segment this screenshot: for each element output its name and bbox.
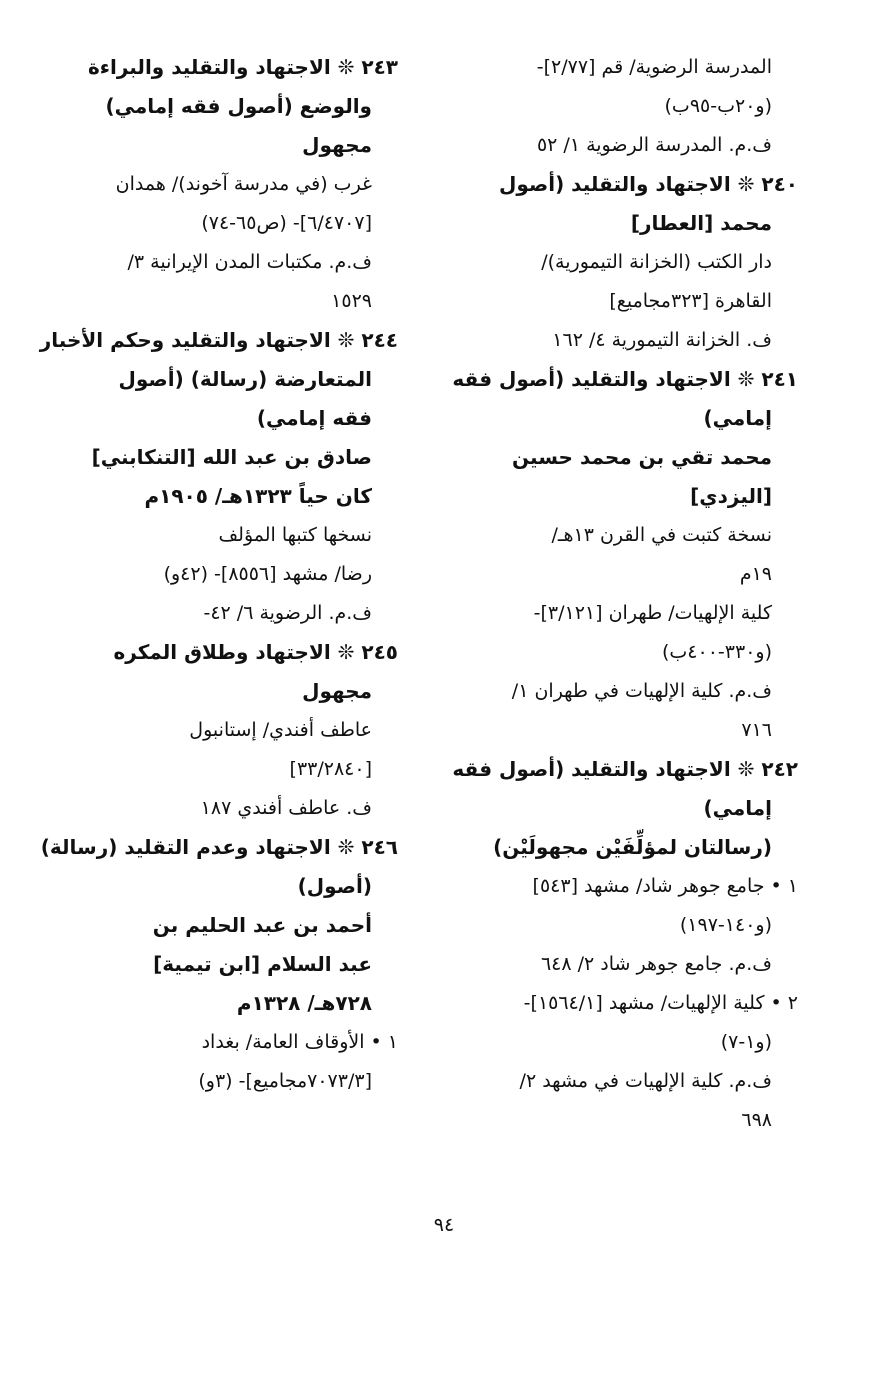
left-column-line: ف.م. مكتبات المدن الإيرانية ٣/ <box>127 251 372 273</box>
page-number: ٩٤ <box>433 1214 455 1236</box>
left-column-line: المتعارضة (رسالة) (أصول <box>118 367 372 391</box>
left-column-line: غرب (في مدرسة آخوند)/ همدان <box>115 173 372 195</box>
left-column-line: [٦/٤٧٠٧]- (ص٦٥-٧٤) <box>201 212 372 234</box>
right-column-line: محمد تقي بن محمد حسين <box>512 445 772 469</box>
right-column-line: (و٢٠ب-٩٥ب) <box>664 95 772 117</box>
left-column-line: ٧٢٨هـ/ ١٣٢٨م <box>236 991 372 1015</box>
left-column-line: (أصول) <box>297 874 372 898</box>
right-column-line: ف. الخزانة التيمورية ٤/ ١٦٢ <box>552 329 772 351</box>
left-column-line: ٢٤٣ ❊ الاجتهاد والتقليد والبراءة <box>87 55 398 79</box>
right-column-line: ٢ • كلية الإلهيات/ مشهد [١٥٦٤/١]- <box>523 992 798 1014</box>
right-column-line: (و١٤٠-١٩٧) <box>679 914 772 936</box>
left-column-line: رضا/ مشهد [٨٥٥٦]- (٤٢و) <box>163 563 372 585</box>
left-column-line: [٣٣/٢٨٤٠] <box>289 758 372 780</box>
right-column-line: ٢٤٠ ❊ الاجتهاد والتقليد (أصول <box>499 172 798 196</box>
right-column-line: ف.م. كلية الإلهيات في مشهد ٢/ <box>519 1070 772 1092</box>
left-column-line: صادق بن عبد الله [التنكابني] <box>91 445 372 469</box>
left-column-line: ٢٤٥ ❊ الاجتهاد وطلاق المكره <box>113 640 398 664</box>
left-column-line: ١٥٢٩ <box>331 290 372 312</box>
left-column-line: مجهول <box>302 679 372 703</box>
right-column-line: ف.م. كلية الإلهيات في طهران ١/ <box>511 680 772 702</box>
right-column-line: ١٩م <box>739 563 772 585</box>
left-column-line: ف. عاطف أفندي ١٨٧ <box>200 797 372 819</box>
right-column-line: (و٣٣٠-٤٠٠ب) <box>661 641 772 663</box>
left-column-line: والوضع (أصول فقه إمامي) <box>105 94 372 118</box>
right-column-line: ٧١٦ <box>741 719 772 741</box>
right-column-line: محمد [العطار] <box>630 211 772 235</box>
left-column-line: فقه إمامي) <box>256 406 372 430</box>
right-column-line: [اليزدي] <box>690 484 772 508</box>
right-column-line: (رسالتان لمؤلِّفَيْن مجهولَيْن) <box>493 835 772 859</box>
left-column-line: ٢٤٤ ❊ الاجتهاد والتقليد وحكم الأخبار <box>39 328 398 352</box>
right-column-line: ٢٤١ ❊ الاجتهاد والتقليد (أصول فقه <box>452 367 798 391</box>
left-column-line: مجهول <box>302 133 372 157</box>
right-column-line: القاهرة [٣٢٣مجاميع] <box>609 290 772 312</box>
right-column <box>443 48 798 1140</box>
left-column-line: أحمد بن عبد الحليم بن <box>152 913 372 937</box>
right-column-line: ١ • جامع جوهر شاد/ مشهد [٥٤٣] <box>532 875 798 897</box>
right-column-line: إمامي) <box>703 406 772 430</box>
left-column-line: ف.م. الرضوية ٦/ ٤٢- <box>203 602 372 624</box>
right-column-line: كلية الإلهيات/ طهران [٣/١٢١]- <box>533 602 772 624</box>
right-column-line: (و١-٧) <box>720 1031 772 1053</box>
right-column-line: نسخة كتبت في القرن ١٣هـ/ <box>551 524 772 546</box>
right-column-line: ٦٩٨ <box>741 1109 772 1131</box>
right-column-line: ف.م. المدرسة الرضوية ١/ ٥٢ <box>536 134 772 156</box>
left-column-line: ١ • الأوقاف العامة/ بغداد <box>201 1031 398 1053</box>
left-column-line: ٢٤٦ ❊ الاجتهاد وعدم التقليد (رسالة) <box>40 835 398 859</box>
right-column-line: ف.م. جامع جوهر شاد ٢/ ٦٤٨ <box>540 953 772 975</box>
left-column-line: نسخها كتبها المؤلف <box>218 524 372 546</box>
left-column <box>39 48 398 1101</box>
right-column-line: دار الكتب (الخزانة التيمورية)/ <box>541 251 772 273</box>
left-column-line: كان حياً ١٣٢٣هـ/ ١٩٠٥م <box>144 484 372 508</box>
left-column-line: عاطف أفندي/ إستانبول <box>189 719 372 741</box>
left-column-line: عبد السلام [ابن تيمية] <box>153 952 372 976</box>
right-column-line: إمامي) <box>703 796 772 820</box>
right-column-line: ٢٤٢ ❊ الاجتهاد والتقليد (أصول فقه <box>452 757 798 781</box>
left-column-line: [٧٠٧٣/٣مجاميع]- (٣و) <box>198 1070 372 1092</box>
right-column-line: المدرسة الرضوية/ قم [٢/٧٧]- <box>536 56 772 78</box>
